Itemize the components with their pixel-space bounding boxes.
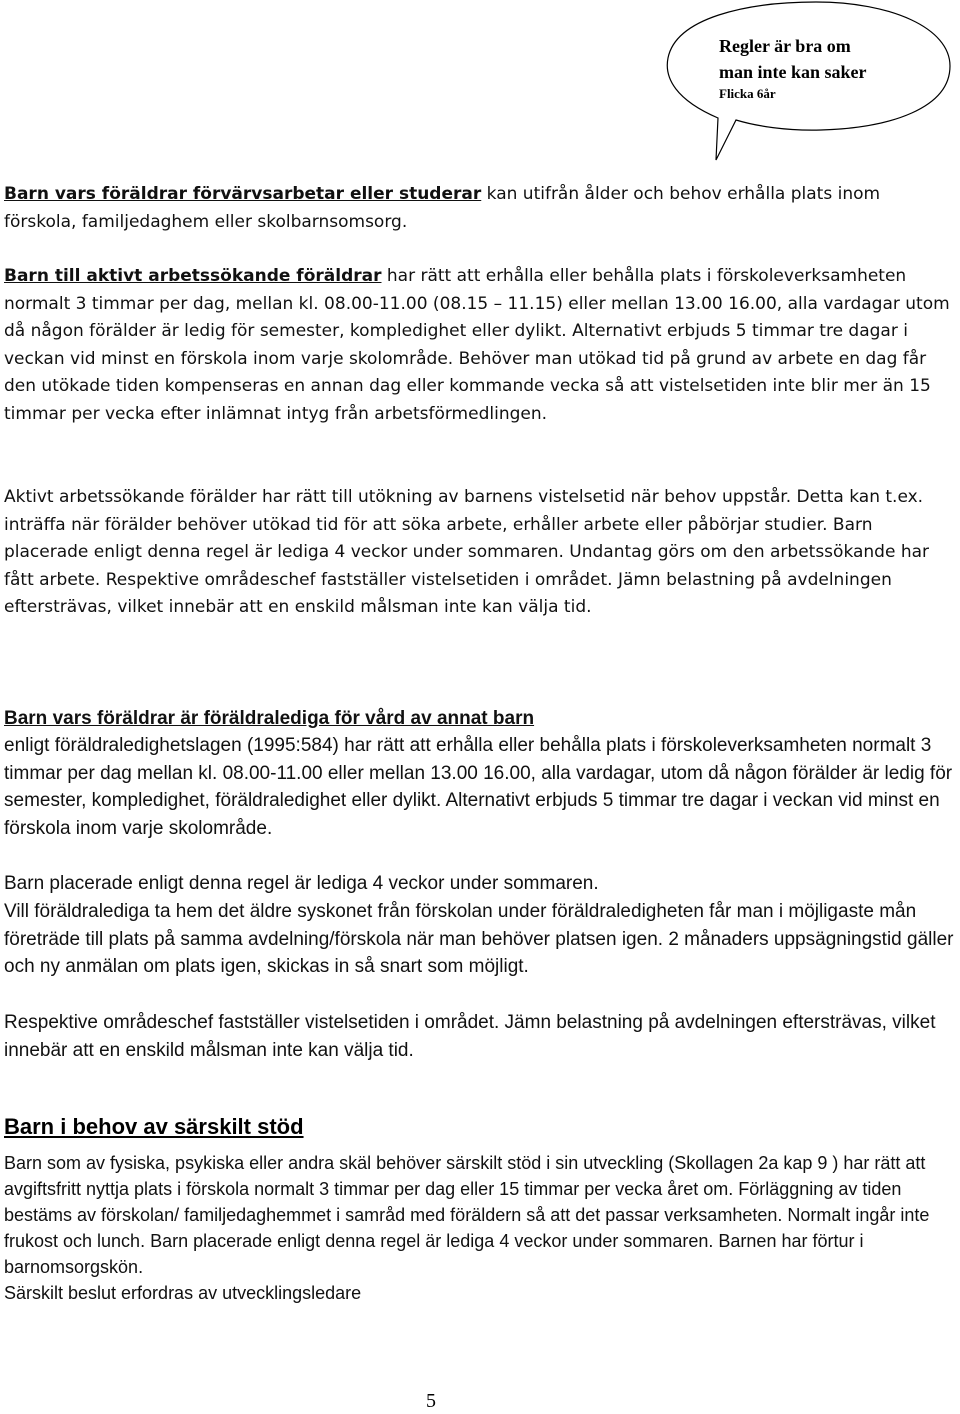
- bubble-quote-line-1: Regler är bra om: [719, 36, 851, 56]
- section2-paragraph-4: Respektive områdeschef fastställer vistelsetiden i området. Jämn belastning på avdelningen eftersträvas, vilket innebär att en enskild målsman inte kan välja tid.: [4, 1012, 936, 1061]
- page-number: 5: [426, 1390, 436, 1412]
- section3-last-line: Särskilt beslut erfordras av utvecklingsledare: [4, 1283, 362, 1303]
- speech-bubble-text: [719, 33, 919, 103]
- section2-paragraph-1: enligt föräldraledighetslagen (1995:584) har rätt att erhålla eller behålla plats i förskoleverksamheten normalt 3 timmar per dag mellan kl. 08.00-11.00 eller mellan 13.00 16.00, alla vardagar, utom då någon förälder är ledig för semester, kompledighet, föräldraledighet eller dylikt. Alternativt erbjuds 5 timmar tre dagar i veckan vid minst en förskola inom varje skolområde.: [4, 735, 953, 839]
- section2-heading-text: Barn vars föräldrar är föräldralediga för vård av annat barn: [4, 708, 535, 729]
- section2-heading: [4, 705, 956, 733]
- bubble-signature: Flicka 6år: [719, 86, 776, 101]
- bubble-quote-line-2: man inte kan saker: [719, 62, 867, 82]
- section1-text-2: har rätt att erhålla eller behålla plats i förskoleverksamheten normalt 3 timmar per dag, mellan kl. 08.00-11.00 (08.15 – 11.15) eller mellan 13.00 16.00, alla vardagar utom då någon förälder är ledig för semester, kompledighet eller dylikt. Alternativt erbjuds 5 timmar tre dagar i veckan vid minst en förskola inom varje skolområde. Behöver man utökad tid på grund av arbete en dag får den utökade tiden kompenseras en annan dag eller kommande vecka så att vistelsetiden inte blir mer än 15 timmar per vecka efter inlämnat intyg från arbetsförmedlingen.: [4, 266, 950, 424]
- section1-text-1: kan utifrån ålder och behov erhålla plats inom förskola, familjedaghem eller skolbarnsomsorg.: [4, 184, 881, 232]
- section3-heading: Barn i behov av särskilt stöd: [4, 1114, 304, 1139]
- speech-bubble: [656, 0, 956, 165]
- section1-paragraph-1: [4, 181, 956, 236]
- section3-body-text: Barn som av fysiska, psykiska eller andra skäl behöver särskilt stöd i sin utveckling (Skollagen 2a kap 9 ) har rätt att avgiftsfritt nyttja plats i förskola normalt 3 timmar per dag eller 15 timmar per vecka året om. Förläggning av tiden bestäms av förskolan/ familjedaghemmet i samråd med föräldern så att det passar verksamheten. Normalt ingår inte frukost och lunch. Barn placerade enligt denna regel är lediga 4 veckor under sommaren. Barnen har förtur i barnomsorgskön.: [4, 1153, 930, 1277]
- section2-paragraph-3: Vill föräldralediga ta hem det äldre syskonet från förskolan under föräldraledigheten får man i möjligaste mån företräde till plats på samma avdelning/förskola när man behöver platsen igen. 2 månaders uppsägningstid gäller och ny anmälan om plats igen, skickas in så snart som möjligt.: [4, 901, 954, 977]
- section3-body: [4, 1150, 956, 1306]
- section2-paragraph-2: Barn placerade enligt denna regel är lediga 4 veckor under sommaren.: [4, 873, 599, 894]
- section1-paragraph-3: Aktivt arbetssökande förälder har rätt till utökning av barnens vistelsetid när behov uppstår. Detta kan t.ex. inträffa när förälder behöver utökad tid för att söka arbete, erhåller arbete eller påbörjar studier. Barn placerade enligt denna regel är lediga 4 veckor under sommaren. Undantag görs om den arbetssökande har fått arbete. Respektive områdeschef fastställer vistelsetiden i området. Jämn belastning på avdelningen eftersträvas, vilket innebär att en enskild målsman inte kan välja tid.: [4, 487, 930, 617]
- section1-lead-1: Barn vars föräldrar förvärvsarbetar eller studerar: [4, 184, 482, 204]
- section1-paragraph-2: [4, 263, 956, 428]
- section1-lead-2: Barn till aktivt arbetssökande föräldrar: [4, 266, 382, 286]
